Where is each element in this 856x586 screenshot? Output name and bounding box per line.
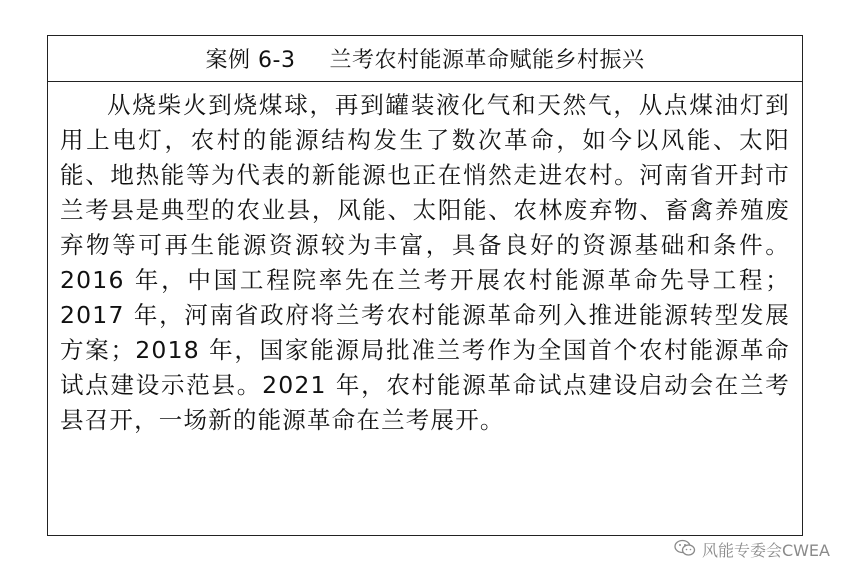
case-title-text: 兰考农村能源革命赋能乡村振兴 <box>329 48 645 73</box>
case-title <box>48 36 802 82</box>
wechat-icon <box>674 539 702 561</box>
watermark <box>674 538 830 561</box>
case-label: 案例 6-3 <box>205 48 296 73</box>
watermark-text: 风能专委会CWEA <box>701 541 830 560</box>
case-box <box>47 35 803 536</box>
case-body-text: 从烧柴火到烧煤球，再到罐装液化气和天然气，从点煤油灯到用上电灯，农村的能源结构发生了数次革命，如今以风能、太阳能、地热能等为代表的新能源也正在悄然走进农村。河南省开封市兰考县是典型的农业县，风能、太阳能、农林废弃物、畜禽养殖废弃物等可再生能源资源较为丰富，具备良好的资源基础和条件。2016 年，中国工程院率先在兰考开展农村能源革命先导工程；2017 年，河南省政府将兰考农村能源革命列入推进能源转型发展方案；2018 年，国家能源局批准兰考作为全国首个农村能源革命试点建设示范县。2021 年，农村能源革命试点建设启动会在兰考县召开，一场新的能源革命在兰考展开。 <box>60 91 790 434</box>
